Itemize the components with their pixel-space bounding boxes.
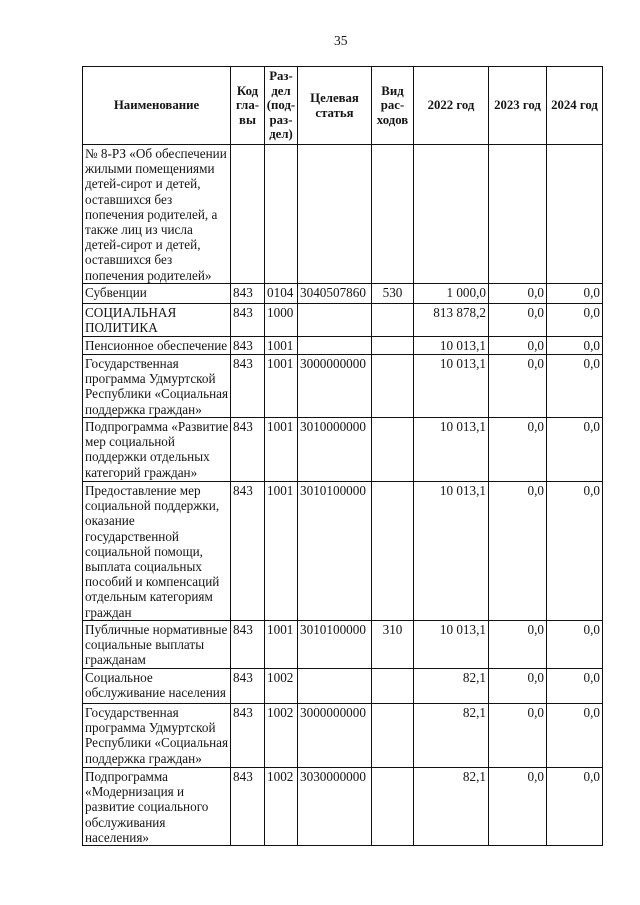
amount-2024-cell [547, 145, 603, 284]
section-code-cell: 0104 [265, 284, 298, 304]
name-cell: № 8-РЗ «Об обеспечении жилыми помещениями детей-сирот и детей, оставшихся без попечения родителей, а также лиц из числа детей-сирот и детей, оставшихся без попечения родителей» [83, 145, 231, 284]
section-code-cell: 1001 [265, 418, 298, 482]
table-row [83, 304, 603, 337]
table-row [83, 145, 603, 284]
name-cell: Публичные нормативные социальные выплаты гражданам [83, 621, 231, 669]
amount-2024-cell: 0,0 [547, 621, 603, 669]
section-code-cell: 1002 [265, 669, 298, 704]
amount-2023-cell: 0,0 [489, 337, 547, 355]
table-row [83, 355, 603, 418]
expense-type-cell [372, 704, 414, 768]
table-body [83, 145, 603, 846]
header-expense-type: Вид рас- ходов [372, 67, 414, 145]
name-cell: СОЦИАЛЬНАЯ ПОЛИТИКА [83, 304, 231, 337]
expense-type-cell [372, 304, 414, 337]
chapter-code-cell: 843 [231, 355, 265, 418]
section-code-cell: 1001 [265, 337, 298, 355]
target-article-cell: 3010100000 [298, 482, 372, 621]
header-section-code: Раз- дел (под- раз- дел) [265, 67, 298, 145]
name-cell: Социальное обслуживание населения [83, 669, 231, 704]
table-header [83, 67, 603, 145]
table-row [83, 482, 603, 621]
target-article-cell: 3000000000 [298, 355, 372, 418]
section-code-cell: 1002 [265, 704, 298, 768]
amount-2022-cell: 10 013,1 [414, 418, 489, 482]
target-article-cell [298, 304, 372, 337]
name-cell: Подпрограмма «Развитие мер социальной поддержки отдельных категорий граждан» [83, 418, 231, 482]
name-cell: Государственная программа Удмуртской Республики «Социальная поддержка граждан» [83, 704, 231, 768]
amount-2023-cell: 0,0 [489, 284, 547, 304]
expense-type-cell: 530 [372, 284, 414, 304]
amount-2024-cell: 0,0 [547, 355, 603, 418]
name-cell: Государственная программа Удмуртской Республики «Социальная поддержка граждан» [83, 355, 231, 418]
section-code-cell [265, 145, 298, 284]
expense-type-cell [372, 418, 414, 482]
target-article-cell: 3010000000 [298, 418, 372, 482]
header-row [83, 67, 603, 145]
amount-2023-cell [489, 145, 547, 284]
amount-2022-cell [414, 145, 489, 284]
name-cell: Подпрограмма «Модернизация и развитие социального обслуживания населения» [83, 768, 231, 846]
amount-2022-cell: 10 013,1 [414, 337, 489, 355]
amount-2022-cell: 10 013,1 [414, 482, 489, 621]
chapter-code-cell: 843 [231, 482, 265, 621]
table-row [83, 418, 603, 482]
amount-2023-cell: 0,0 [489, 704, 547, 768]
header-year-2023: 2023 год [489, 67, 547, 145]
amount-2024-cell: 0,0 [547, 482, 603, 621]
expense-type-cell [372, 145, 414, 284]
amount-2022-cell: 1 000,0 [414, 284, 489, 304]
expense-type-cell [372, 768, 414, 846]
amount-2022-cell: 10 013,1 [414, 621, 489, 669]
chapter-code-cell: 843 [231, 337, 265, 355]
table-row [83, 669, 603, 704]
expense-type-cell [372, 482, 414, 621]
amount-2023-cell: 0,0 [489, 304, 547, 337]
amount-2023-cell: 0,0 [489, 355, 547, 418]
amount-2023-cell: 0,0 [489, 418, 547, 482]
table-row [83, 704, 603, 768]
target-article-cell: 3030000000 [298, 768, 372, 846]
target-article-cell [298, 145, 372, 284]
chapter-code-cell: 843 [231, 704, 265, 768]
amount-2022-cell: 813 878,2 [414, 304, 489, 337]
expense-type-cell [372, 669, 414, 704]
table-row [83, 337, 603, 355]
header-chapter-code: Код гла- вы [231, 67, 265, 145]
amount-2023-cell: 0,0 [489, 482, 547, 621]
chapter-code-cell: 843 [231, 768, 265, 846]
amount-2022-cell: 82,1 [414, 704, 489, 768]
budget-table [82, 66, 603, 846]
table-row [83, 284, 603, 304]
table-row [83, 768, 603, 846]
target-article-cell [298, 669, 372, 704]
table-row [83, 621, 603, 669]
section-code-cell: 1001 [265, 482, 298, 621]
section-code-cell: 1000 [265, 304, 298, 337]
target-article-cell: 3010100000 [298, 621, 372, 669]
amount-2023-cell: 0,0 [489, 669, 547, 704]
section-code-cell: 1001 [265, 621, 298, 669]
target-article-cell: 3000000000 [298, 704, 372, 768]
header-name: Наименование [83, 67, 231, 145]
amount-2024-cell: 0,0 [547, 704, 603, 768]
section-code-cell: 1001 [265, 355, 298, 418]
amount-2024-cell: 0,0 [547, 284, 603, 304]
name-cell: Субвенции [83, 284, 231, 304]
expense-type-cell [372, 337, 414, 355]
chapter-code-cell: 843 [231, 621, 265, 669]
amount-2024-cell: 0,0 [547, 768, 603, 846]
target-article-cell: 3040507860 [298, 284, 372, 304]
header-target-article: Целевая статья [298, 67, 372, 145]
chapter-code-cell: 843 [231, 669, 265, 704]
amount-2023-cell: 0,0 [489, 621, 547, 669]
chapter-code-cell: 843 [231, 284, 265, 304]
chapter-code-cell: 843 [231, 418, 265, 482]
amount-2022-cell: 10 013,1 [414, 355, 489, 418]
amount-2024-cell: 0,0 [547, 669, 603, 704]
name-cell: Пенсионное обеспечение [83, 337, 231, 355]
target-article-cell [298, 337, 372, 355]
page-number: 35 [334, 33, 348, 48]
expense-type-cell: 310 [372, 621, 414, 669]
amount-2022-cell: 82,1 [414, 768, 489, 846]
expense-type-cell [372, 355, 414, 418]
amount-2023-cell: 0,0 [489, 768, 547, 846]
header-year-2024: 2024 год [547, 67, 603, 145]
amount-2024-cell: 0,0 [547, 418, 603, 482]
chapter-code-cell: 843 [231, 304, 265, 337]
section-code-cell: 1002 [265, 768, 298, 846]
header-year-2022: 2022 год [414, 67, 489, 145]
chapter-code-cell [231, 145, 265, 284]
amount-2024-cell: 0,0 [547, 337, 603, 355]
amount-2024-cell: 0,0 [547, 304, 603, 337]
amount-2022-cell: 82,1 [414, 669, 489, 704]
name-cell: Предоставление мер социальной поддержки, оказание государственной социальной помощи, выплата социальных пособий и компенсаций отдельным категориям граждан [83, 482, 231, 621]
